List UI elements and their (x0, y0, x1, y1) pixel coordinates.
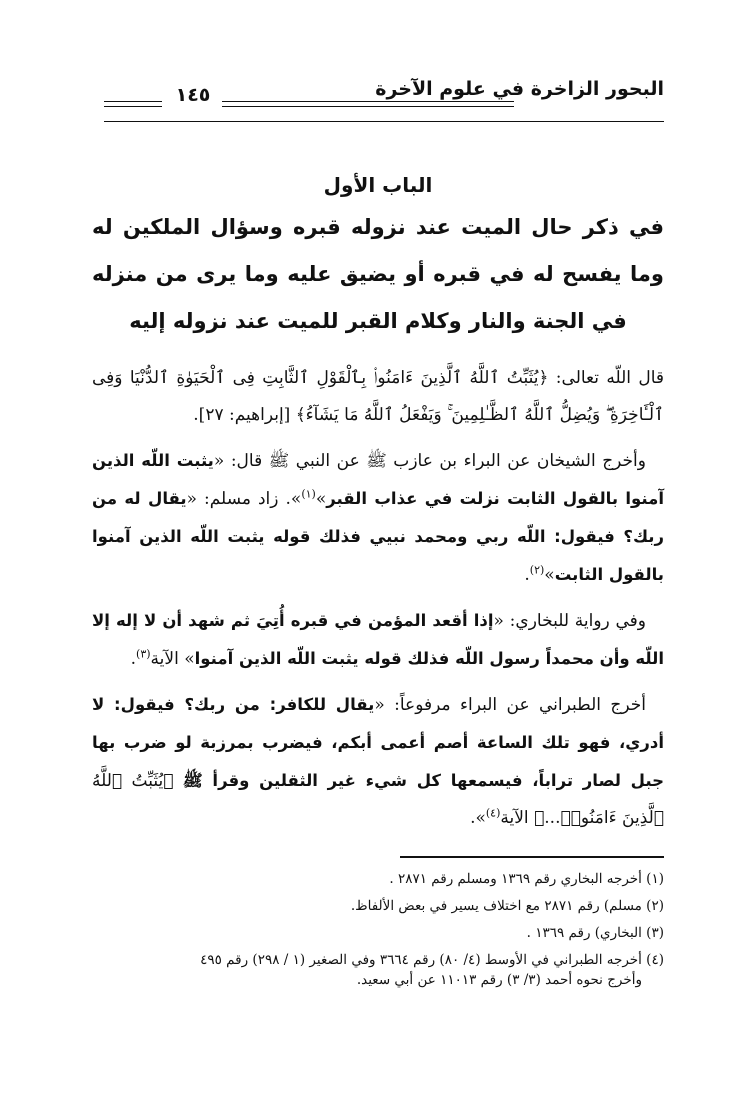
header-double-rule (222, 106, 514, 107)
closing-quote: » (315, 489, 327, 509)
chapter-label: الباب الأول (323, 173, 433, 197)
footnotes (92, 866, 664, 990)
chapter-heading (92, 168, 664, 345)
paragraph-tail: . (524, 565, 530, 585)
hadith-text: إذا أقعد المؤمن في قبره أُتِيَ ثم شهد أن لا إله إلا اللّه وأن محمداً رسول اللّه فذلك قوله يثبت اللّه الذين آمنوا (92, 611, 664, 668)
footnote-4: (٤) أخرجه الطبراني في الأوسط (٤/ ٨٠) رقم ٣٦٦٤ وفي الصغير (١ / ٢٩٨) رقم ٤٩٥ (200, 952, 664, 968)
quran-verse: ﴿يُثَبِّتُ ٱللَّهُ ٱلَّذِينَ ءَامَنُوا۟ بِٱلْقَوْلِ ٱلثَّابِتِ فِى ٱلْحَيَوٰةِ ٱلدُّنْيَا وَفِى ٱلْـَٔاخِرَةِ ۖ وَيُضِلُّ ٱللَّهُ ٱلظَّـٰلِمِينَ ۚ وَيَفْعَلُ ٱللَّهُ مَا يَشَآءُ﴾ (92, 368, 664, 425)
footnote-4-continuation: وأخرج نحوه أحمد (٣/ ٣) رقم ١١٠١٣ عن أبي سعيد. (356, 972, 642, 988)
paragraph-connector: ». زاد مسلم: « (186, 489, 302, 509)
footnote-2: (٢) مسلم) رقم ٢٨٧١ مع اختلاف يسير في بعض الألفاظ. (350, 898, 664, 914)
paragraph-intro: قال اللّه تعالى: (548, 368, 664, 388)
paragraph-intro: أخرج الطبراني عن البراء مرفوعاً: « (374, 695, 646, 715)
closing-quote: » الآية (150, 649, 195, 669)
paragraph-hadith-bukhari (92, 602, 664, 678)
body-text (92, 360, 664, 845)
paragraph-quran-verse (92, 360, 664, 434)
footnote-marker[interactable]: (٣) (136, 647, 151, 661)
header-short-rule (104, 101, 162, 102)
footnote-separator (400, 856, 664, 858)
paragraph-intro: وأخرج الشيخان عن البراء بن عازب ﷺ عن النبي ﷺ قال: « (213, 451, 646, 471)
running-header (104, 72, 664, 120)
closing-quote: » (544, 565, 555, 585)
header-underline (104, 121, 664, 122)
hadith-text: يقال للكافر: من ربك؟ فيقول: لا أدري، فهو تلك الساعة أصم أعمى أبكم، فيضرب بمرزبة لو ضرب بها جبل لصار تراباً، فيسمعها كل شيء غير الثقلين وقرأ ﷺ (92, 695, 664, 790)
paragraph-hadith-tabarani (92, 686, 664, 837)
footnote-1: (١) أخرجه البخاري رقم ١٣٦٩ ومسلم رقم ٢٨٧١ . (389, 871, 664, 887)
footnote-marker[interactable]: (١) (301, 487, 316, 501)
header-short-rule (104, 106, 162, 107)
hadith-text: يقال له من ربك؟ فيقول: اللّه ربي ومحمد نبيي فذلك قوله يثبت اللّه الذين آمنوا بالقول الثابت (92, 489, 664, 584)
chapter-title: في ذكر حال الميت عند نزوله قبره وسؤال الملكين له وما يفسح له في قبره أو يضيق عليه وما يرى من منزله في الجنة والنار وكلام القبر للميت عند نزوله إليه (92, 215, 664, 333)
page-number: ١٤٥ (175, 84, 211, 106)
closing-text: الآية (500, 808, 535, 828)
paragraph-tail: ». (470, 808, 486, 828)
paragraph-tail: . (130, 649, 137, 669)
hadith-text: يثبت اللّه الذين آمنوا بالقول الثابت نزلت في عذاب القبر (92, 451, 665, 508)
book-title: البحور الزاخرة في علوم الآخرة (375, 78, 664, 100)
footnote-3: (٣) البخاري) رقم ١٣٦٩ . (526, 925, 664, 941)
footnote-marker[interactable]: (٤) (485, 806, 501, 820)
paragraph-intro: وفي رواية للبخاري: « (493, 611, 646, 631)
header-double-rule (222, 101, 514, 102)
footnote-marker[interactable]: (٢) (529, 563, 545, 577)
verse-reference: [إبراهيم: ٢٧]. (193, 405, 296, 425)
quran-verse: ﴿يُثَبِّتُ ٱللَّهُ ٱلَّذِينَ ءَامَنُوا۟...﴾ (92, 771, 664, 828)
paragraph-hadith-bukhari-muslim (92, 442, 664, 594)
